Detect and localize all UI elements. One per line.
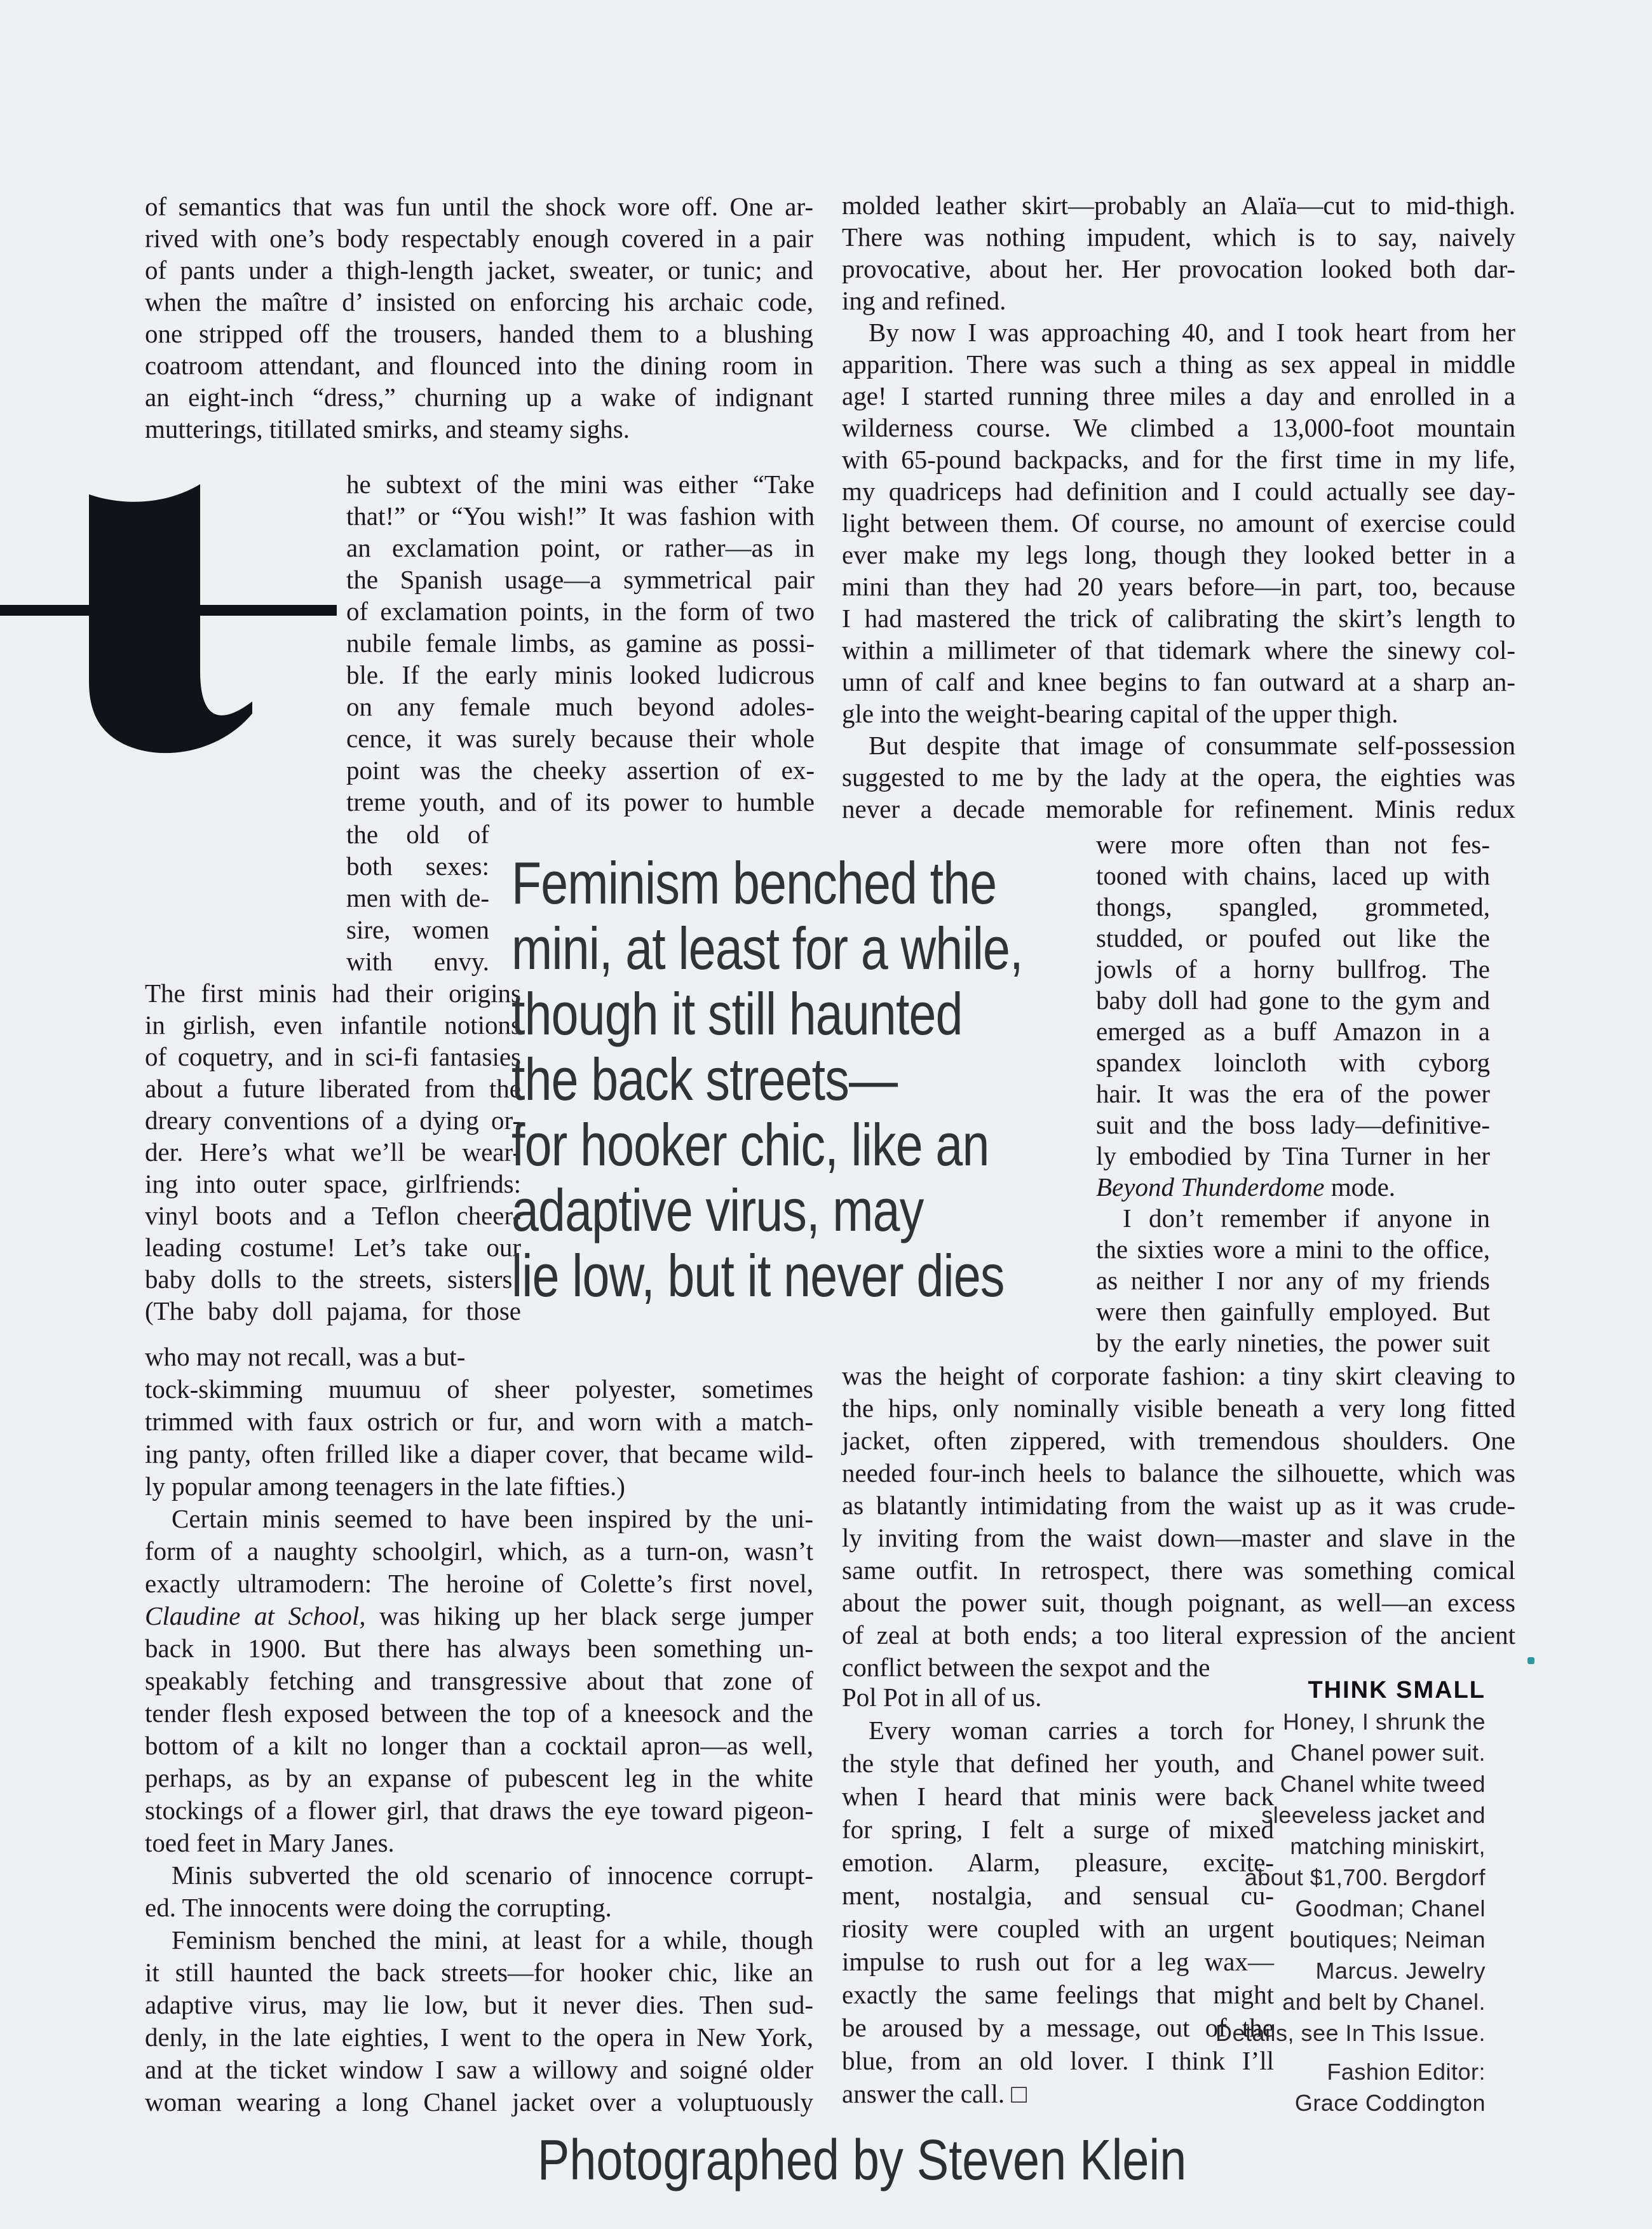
- text-line: ing into outer space, girlfriends:: [145, 1169, 521, 1198]
- text-line: tooned with chains, laced up with: [1096, 861, 1490, 890]
- text-line: the Spanish usage—a symmetrical pair: [346, 565, 815, 594]
- text-line: apparition. There was such a thing as sex appeal in middle: [842, 349, 1515, 379]
- text-line: bottom of a kilt no longer than a cocktail apron—as well,: [145, 1731, 813, 1760]
- text-line: toed feet in Mary Janes.: [145, 1828, 395, 1857]
- text-line: answer the call. □: [842, 2079, 1027, 2108]
- text-line: ing panty, often frilled like a diaper cover, that became wild-: [145, 1439, 813, 1468]
- text-line: suggested to me by the lady at the opera, the eighties was: [842, 762, 1515, 792]
- text-line: it still haunted the back streets—for hooker chic, like an: [145, 1958, 813, 1987]
- text-line: an eight-inch “dress,” churning up a wake of indignant: [145, 383, 813, 412]
- text-line: The first minis had their origins: [145, 979, 521, 1008]
- text-line: sire, women: [346, 915, 489, 944]
- text-line: mini than they had 20 years before—in part, too, because: [842, 572, 1515, 601]
- text-line: cence, it was surely because their whole: [346, 724, 815, 753]
- text-line: But despite that image of consummate self-possession: [869, 731, 1515, 760]
- text-line: impulse to rush out for a leg wax—: [842, 1947, 1274, 1976]
- text-line: matching miniskirt,: [1290, 1833, 1486, 1859]
- text-line: Pol Pot in all of us.: [842, 1683, 1042, 1712]
- text-line: woman wearing a long Chanel jacket over a voluptuously: [145, 2087, 813, 2117]
- text-line: when the maître d’ insisted on enforcing his archaic code,: [145, 287, 813, 316]
- text-line: treme youth, and of its power to humble: [346, 787, 815, 816]
- text-line: suit and the boss lady—definitive-: [1096, 1110, 1490, 1139]
- sidebar-think-small: [1144, 1675, 1486, 2118]
- text-line: mutterings, titillated smirks, and steamy sighs.: [145, 414, 630, 444]
- text-line: I don’t remember if anyone in: [1123, 1203, 1490, 1233]
- text-line: Marcus. Jewelry: [1315, 1958, 1486, 1984]
- text-line: when I heard that minis were back: [842, 1782, 1274, 1811]
- text-line: umn of calf and knee begins to fan outward at a sharp an-: [842, 667, 1515, 696]
- text-line: provocative, about her. Her provocation looked both dar-: [842, 254, 1515, 283]
- text-line: my quadriceps had definition and I could actually see day-: [842, 477, 1515, 506]
- text-line: adaptive virus, may: [511, 1177, 924, 1243]
- text-line: of semantics that was fun until the shock wore off. One ar-: [145, 192, 813, 221]
- text-line: thongs, spangled, grommeted,: [1096, 892, 1490, 921]
- text-line: back in 1900. But there has always been something un-: [145, 1634, 813, 1663]
- text-line: one stripped off the trousers, handed them to a blushing: [145, 319, 813, 348]
- text-line: There was nothing impudent, which is to say, naively: [842, 222, 1515, 252]
- text-line: leading costume! Let’s take our: [145, 1233, 521, 1262]
- text-line: Minis subverted the old scenario of innocence corrupt-: [172, 1860, 813, 1890]
- text-line: ly inviting from the waist down—master and slave in the: [842, 1523, 1515, 1552]
- text-line: sleeveless jacket and: [1261, 1802, 1486, 1828]
- column-left-narrow: [145, 977, 521, 1327]
- text-line: the back streets—: [511, 1046, 898, 1113]
- text-line: Feminism benched the mini, at least for a while, though: [172, 1925, 813, 1955]
- text-line: lie low, but it never dies: [511, 1242, 1005, 1309]
- text-line: der. Here’s what we’ll be wear-: [145, 1137, 521, 1167]
- text-line: with 65-pound backpacks, and for the first time in my life,: [842, 445, 1515, 474]
- text-line: Claudine at School, was hiking up her black serge jumper: [145, 1601, 813, 1630]
- text-line: molded leather skirt—probably an Alaïa—cut to mid-thigh.: [842, 191, 1515, 220]
- column-left-wide: [145, 1341, 813, 2118]
- text-line: and belt by Chanel.: [1282, 1989, 1486, 2015]
- column-right-wide-lower: [842, 1360, 1515, 1684]
- registration-dot: [1527, 1657, 1534, 1664]
- text-line: be aroused by a message, out of the: [842, 2013, 1274, 2042]
- text-line: Chanel power suit.: [1290, 1740, 1486, 1766]
- drop-cap-letter-t-icon: [0, 470, 343, 762]
- text-line: trimmed with faux ostrich or fur, and worn with a match-: [145, 1407, 813, 1436]
- sidebar-caption: [1144, 1706, 1486, 2118]
- text-line: of pants under a thigh-length jacket, sweater, or tunic; and: [145, 255, 813, 285]
- text-line: Certain minis seemed to have been inspired by the uni-: [172, 1504, 813, 1533]
- drop-cap-tail: [346, 818, 489, 977]
- text-line: spandex loincloth with cyborg: [1096, 1048, 1490, 1077]
- text-line: ed. The innocents were doing the corrupting.: [145, 1893, 612, 1922]
- text-line: speakably fetching and transgressive about that zone of: [145, 1666, 813, 1695]
- text-line: conflict between the sexpot and the: [842, 1653, 1210, 1682]
- text-line: never a decade memorable for refinement. Minis redux: [842, 794, 1515, 823]
- text-line: ing and refined.: [842, 286, 1006, 315]
- text-line: jacket, often zippered, with tremendous shoulders. One: [842, 1426, 1515, 1455]
- text-line: (The baby doll pajama, for those: [145, 1296, 521, 1325]
- text-line: boutiques; Neiman: [1289, 1927, 1486, 1953]
- text-line: denly, in the late eighties, I went to the opera in New York,: [145, 2022, 813, 2052]
- text-line: Goodman; Chanel: [1295, 1895, 1486, 1921]
- text-line: was the height of corporate fashion: a tiny skirt cleaving to: [842, 1361, 1515, 1390]
- text-line: Chanel white tweed: [1280, 1771, 1486, 1797]
- text-line: ly embodied by Tina Turner in her: [1096, 1141, 1490, 1170]
- text-line: the style that defined her youth, and: [842, 1749, 1274, 1778]
- text-line: needed four-inch heels to balance the silhouette, which was: [842, 1458, 1515, 1487]
- text-line: gle into the weight-bearing capital of the upper thigh.: [842, 699, 1398, 728]
- text-line: for hooker chic, like an: [511, 1111, 989, 1178]
- text-line: the hips, only nominally visible beneath a very long fitted: [842, 1393, 1515, 1423]
- text-line: of coquetry, and in sci-fi fantasies: [145, 1042, 521, 1071]
- text-line: Fashion Editor:: [1327, 2059, 1486, 2085]
- text-line: rived with one’s body respectably enough covered in a pair: [145, 224, 813, 253]
- column-right-narrow: [1096, 829, 1490, 1358]
- text-line: point was the cheeky assertion of ex-: [346, 755, 815, 785]
- text-line: baby doll had gone to the gym and: [1096, 986, 1490, 1015]
- text-line: Every woman carries a torch for: [869, 1716, 1274, 1745]
- text-line: about $1,700. Bergdorf: [1244, 1864, 1486, 1890]
- text-line: emerged as a buff Amazon in a: [1096, 1017, 1490, 1046]
- text-line: of exclamation points, in the form of two: [346, 597, 815, 626]
- text-line: emotion. Alarm, pleasure, excite-: [842, 1848, 1274, 1877]
- text-line: dreary conventions of a dying or-: [145, 1106, 521, 1135]
- text-line: ly popular among teenagers in the late fifties.): [145, 1472, 625, 1501]
- text-line: ment, nostalgia, and sensual cu-: [842, 1881, 1274, 1910]
- text-line: the sixties wore a mini to the office,: [1096, 1235, 1490, 1264]
- text-line: vinyl boots and a Teflon cheer-: [145, 1201, 521, 1230]
- text-line: tock-skimming muumuu of sheer polyester, sometimes: [145, 1374, 813, 1404]
- text-line: an exclamation point, or rather—as in: [346, 533, 815, 562]
- text-line: ever make my legs long, though they looked better in a: [842, 540, 1515, 569]
- text-line: same outfit. In retrospect, there was something comical: [842, 1555, 1515, 1585]
- text-line: as blatantly intimidating from the waist up as it was crude-: [842, 1491, 1515, 1520]
- text-line: about the power suit, though poignant, as well—an excess: [842, 1588, 1515, 1617]
- text-line: ble. If the early minis looked ludicrous: [346, 660, 815, 689]
- text-line: hair. It was the era of the power: [1096, 1079, 1490, 1108]
- text-line: form of a naughty schoolgirl, which, as a turn-on, wasn’t: [145, 1536, 813, 1566]
- text-line: men with de-: [346, 883, 489, 912]
- text-line: jowls of a horny bullfrog. The: [1096, 954, 1490, 984]
- text-line: light between them. Of course, no amount of exercise could: [842, 508, 1515, 538]
- credit-footer: Photographed by Steven Klein: [537, 2129, 1187, 2192]
- intro-column-left: [145, 191, 813, 445]
- text-line: Honey, I shrunk the: [1283, 1709, 1486, 1735]
- text-line: Feminism benched the: [511, 850, 997, 916]
- text-line: who may not recall, was a but-: [145, 1342, 466, 1371]
- text-line: coatroom attendant, and flounced into the dining room in: [145, 351, 813, 380]
- pull-quote: [511, 850, 1124, 1308]
- sidebar-title: THINK SMALL: [1308, 1677, 1486, 1704]
- text-line: riosity were coupled with an urgent: [842, 1914, 1274, 1943]
- text-line: wilderness course. We climbed a 13,000-foot mountain: [842, 413, 1515, 442]
- text-line: I had mastered the trick of calibrating the skirt’s length to: [842, 604, 1515, 633]
- drop-cap-t: [0, 470, 343, 762]
- text-line: exactly ultramodern: The heroine of Colette’s first novel,: [145, 1569, 813, 1598]
- text-line: in girlish, even infantile notions: [145, 1010, 521, 1040]
- text-line: Grace Coddington: [1294, 2090, 1486, 2116]
- text-line: perhaps, as by an expanse of pubescent leg in the white: [145, 1763, 813, 1792]
- text-line: about a future liberated from the: [145, 1074, 521, 1103]
- text-line: with envy.: [346, 947, 489, 976]
- drop-cap-paragraph: [346, 468, 815, 818]
- text-line: stockings of a flower girl, that draws the eye toward pigeon-: [145, 1796, 813, 1825]
- text-line: Details, see In This Issue.: [1215, 2020, 1486, 2046]
- text-line: though it still haunted: [511, 980, 963, 1047]
- text-line: that!” or “You wish!” It was fashion with: [346, 501, 815, 531]
- text-line: exactly the same feelings that might: [842, 1980, 1274, 2009]
- text-line: the old of: [346, 820, 489, 849]
- text-line: within a millimeter of that tidemark where the sinewy col-: [842, 635, 1515, 665]
- text-line: nubile female limbs, as gamine as possi-: [346, 628, 815, 658]
- text-line: for spring, I felt a surge of mixed: [842, 1815, 1274, 1844]
- text-line: Beyond Thunderdome mode.: [1096, 1172, 1396, 1202]
- text-line: age! I started running three miles a day and enrolled in a: [842, 381, 1515, 410]
- text-line: as neither I nor any of my friends: [1096, 1266, 1490, 1295]
- text-line: blue, from an old lover. I think I’ll: [842, 2046, 1274, 2075]
- text-line: adaptive virus, may lie low, but it never dies. Then sud-: [145, 1990, 813, 2019]
- text-line: he subtext of the mini was either “Take: [346, 470, 815, 499]
- text-line: By now I was approaching 40, and I took heart from her: [869, 318, 1515, 347]
- text-line: mini, at least for a while,: [511, 915, 1023, 982]
- text-line: and at the ticket window I saw a willowy and soigné older: [145, 2055, 813, 2084]
- text-line: were more often than not fes-: [1096, 830, 1490, 859]
- text-line: of zeal at both ends; a too literal expression of the ancient: [842, 1620, 1515, 1650]
- text-line: studded, or poufed out like the: [1096, 923, 1490, 952]
- intro-column-right: [842, 189, 1515, 825]
- text-line: baby dolls to the streets, sisters!: [145, 1264, 521, 1294]
- text-line: both sexes:: [346, 851, 489, 881]
- text-line: on any female much beyond adoles-: [346, 692, 815, 721]
- text-line: were then gainfully employed. But: [1096, 1297, 1490, 1326]
- text-line: by the early nineties, the power suit: [1096, 1328, 1490, 1357]
- text-line: tender flesh exposed between the top of a kneesock and the: [145, 1698, 813, 1728]
